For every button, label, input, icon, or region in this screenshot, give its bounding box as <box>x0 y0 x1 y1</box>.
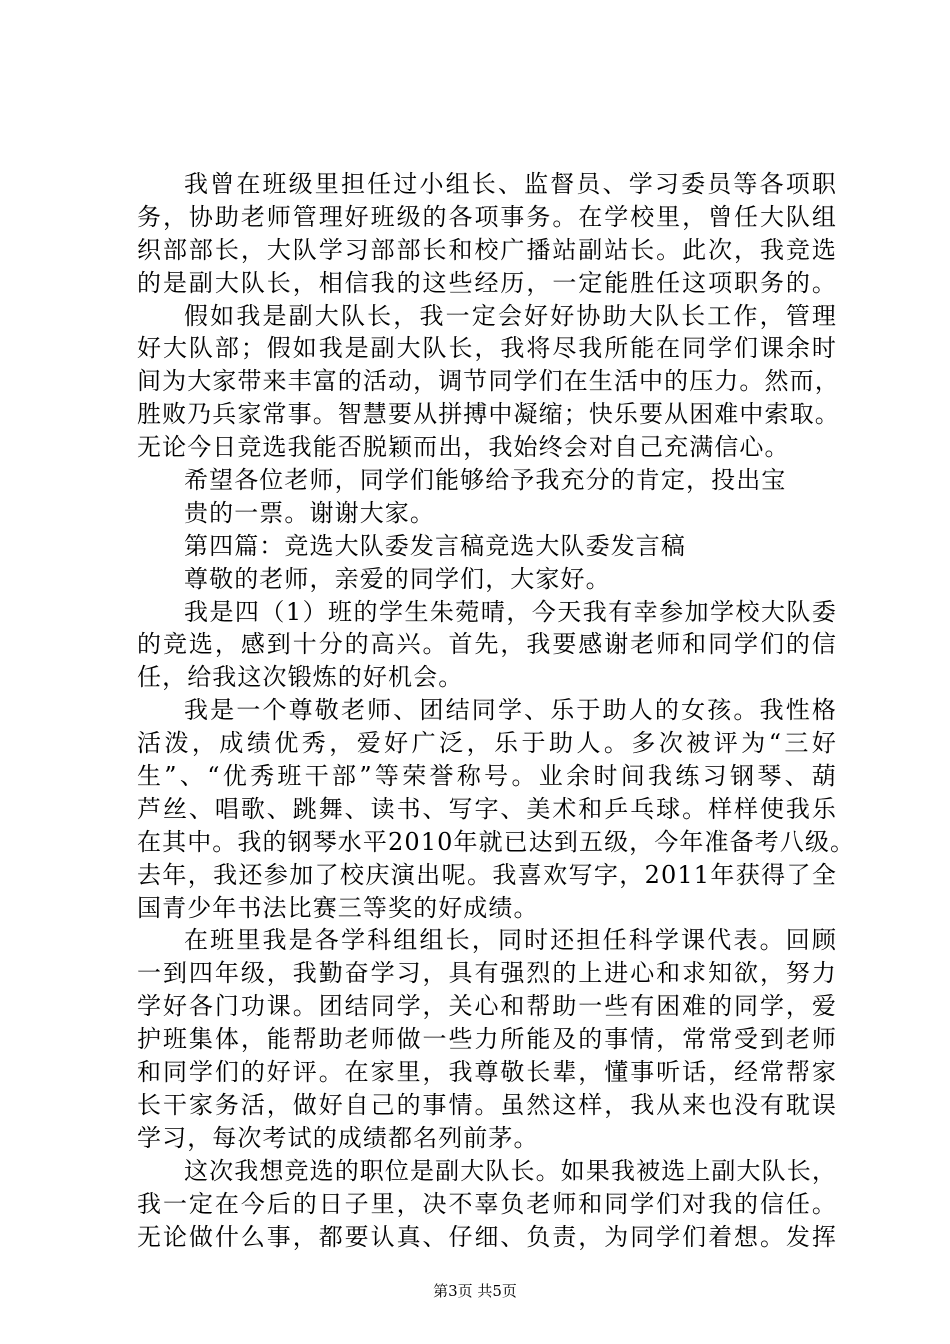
text-line: 学好各门功课。团结同学，关心和帮助一些有困难的同学，爱 <box>137 992 837 1021</box>
text-line: 任，给我这次锻炼的好机会。 <box>137 663 464 692</box>
text-line: 无论做什么事，都要认真、仔细、负责，为同学们着想。发挥 <box>137 1222 837 1251</box>
document-body <box>137 168 856 1253</box>
text-line: 去年，我还参加了校庆演出呢。我喜欢写字，2011年获得了全 <box>137 860 837 889</box>
text-line: 我一定在今后的日子里，决不辜负老师和同学们对我的信任。 <box>137 1189 837 1218</box>
text-line: 好大队部；假如我是副大队长，我将尽我所能在同学们课余时 <box>137 334 837 363</box>
text-line: 一到四年级，我勤奋学习，具有强烈的上进心和求知欲，努力 <box>137 959 837 988</box>
text-line: 芦丝、唱歌、跳舞、读书、写字、美术和乒乓球。样样使我乐 <box>137 794 837 823</box>
text-line: 无论今日竞选我能否脱颖而出，我始终会对自己充满信心。 <box>137 433 790 462</box>
text-line: 我曾在班级里担任过小组长、监督员、学习委员等各项职 <box>184 170 837 198</box>
text-line: 在其中。我的钢琴水平2010年就已达到五级，今年准备考八级。 <box>137 827 856 856</box>
text-line: 活泼，成绩优秀，爱好广泛，乐于助人。多次被评为“三好 <box>137 729 837 758</box>
text-line: 我是四（1）班的学生朱菀晴，今天我有幸参加学校大队委 <box>184 597 837 626</box>
text-line: 的是副大队长，相信我的这些经历，一定能胜任这项职务的。 <box>137 268 837 297</box>
text-line: 生”、“优秀班干部”等荣誉称号。业余时间我练习钢琴、葫 <box>137 762 837 791</box>
text-line: 长干家务活，做好自己的事情。虽然这样，我从来也没有耽误 <box>137 1090 837 1119</box>
text-line: 希望各位老师，同学们能够给予我充分的肯定，投出宝 <box>184 466 787 495</box>
page-number-footer: 第3页 共5页 <box>433 1282 517 1300</box>
text-line: 和同学们的好评。在家里，我尊敬长辈，懂事听话，经常帮家 <box>137 1058 837 1087</box>
text-line: 织部部长，大队学习部部长和校广播站副站长。此次，我竞选 <box>137 235 837 264</box>
text-line: 在班里我是各学科组组长，同时还担任科学课代表。回顾 <box>184 926 837 955</box>
text-line: 学习，每次考试的成绩都名列前茅。 <box>137 1123 539 1152</box>
text-line: 护班集体，能帮助老师做一些力所能及的事情，常常受到老师 <box>137 1025 837 1054</box>
text-line: 国青少年书法比赛三等奖的好成绩。 <box>137 893 539 922</box>
text-line: 间为大家带来丰富的活动，调节同学们在生活中的压力。然而， <box>137 367 840 396</box>
text-line: 假如我是副大队长，我一定会好好协助大队长工作，管理 <box>184 301 837 330</box>
text-line: 尊敬的老师，亲爱的同学们，大家好。 <box>184 564 611 593</box>
text-line: 我是一个尊敬老师、团结同学、乐于助人的女孩。我性格 <box>184 696 837 725</box>
section-heading: 第四篇：竞选大队委发言稿竞选大队委发言稿 <box>184 531 686 560</box>
text-line: 胜败乃兵家常事。智慧要从拼搏中凝缩；快乐要从困难中索取。 <box>137 400 840 429</box>
text-line: 的竞选，感到十分的高兴。首先，我要感谢老师和同学们的信 <box>137 630 837 659</box>
text-line: 贵的一票。谢谢大家。 <box>184 498 435 527</box>
text-line: 这次我想竞选的职位是副大队长。如果我被选上副大队长， <box>184 1156 837 1185</box>
text-line: 务，协助老师管理好班级的各项事务。在学校里，曾任大队组 <box>137 202 837 231</box>
